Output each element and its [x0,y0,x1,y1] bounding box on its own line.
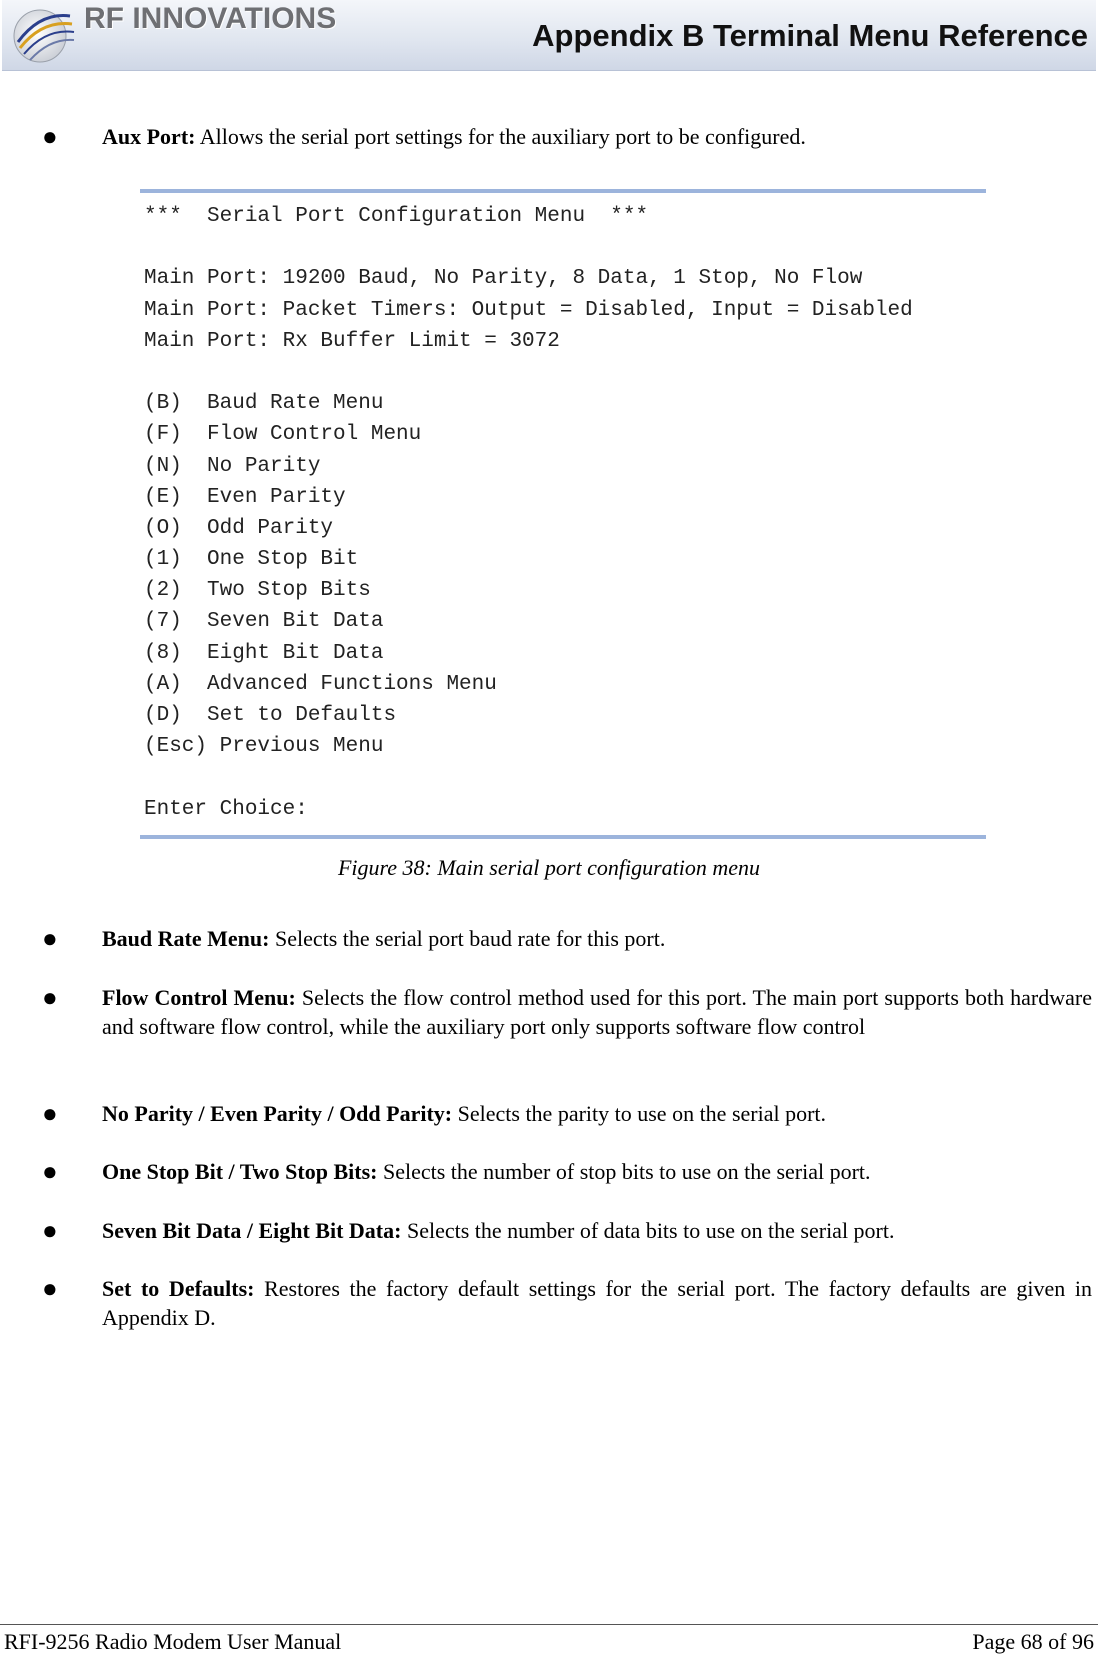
terminal-line: (7) Seven Bit Data [144,610,384,634]
terminal-line: (N) No Parity [144,454,321,478]
terminal-line: (B) Baud Rate Menu [144,392,384,416]
terminal-line: Enter Choice: [144,797,308,821]
terminal-line: *** Serial Port Configuration Menu *** [144,205,649,228]
bullet-icon: ● [42,1216,58,1245]
footer-page-number: Page 68 of 96 [972,1629,1094,1654]
terminal-line: (8) Eight Bit Data [144,641,384,665]
terminal-line: (A) Advanced Functions Menu [144,672,497,696]
terminal-line [144,232,913,263]
terminal-line: (D) Set to Defaults [144,704,397,727]
bullet-baud-rate [42,924,1092,953]
page-header [2,0,1096,71]
terminal-lines [144,201,913,825]
bullet-aux-port [42,122,1092,151]
terminal-line: (O) Odd Parity [144,516,334,540]
bullet-set-defaults [42,1274,1093,1332]
bullet-text: Restores the factory default settings for the serial port. The factory defaults are given in Appendix D. [102,1276,1093,1330]
terminal-line [144,357,913,388]
bullet-term: One Stop Bit / Two Stop Bits: [102,1159,378,1184]
logo-text: RF INNOVATIONS [84,2,337,35]
footer-manual-title: RFI-9256 Radio Modem User Manual [4,1629,342,1654]
bullet-text: Selects the parity to use on the serial port. [452,1101,827,1126]
bullet-term: No Parity / Even Parity / Odd Parity: [102,1101,453,1126]
bullet-icon: ● [42,983,58,1012]
bullet-icon: ● [42,1157,58,1186]
terminal-line: Main Port: 19200 Baud, No Parity, 8 Data, 1 Stop, No Flow [144,267,863,291]
terminal-line: (E) Even Parity [144,485,346,509]
terminal-line: Main Port: Packet Timers: Output = Disabled, Input = Disabled [144,298,913,322]
bullet-parity [42,1099,1092,1128]
terminal-line: (Esc) Previous Menu [144,735,384,759]
bullet-text: Allows the serial port settings for the auxiliary port to be configured. [195,124,806,149]
bullet-term: Set to Defaults: [102,1276,255,1301]
bullet-text: Selects the serial port baud rate for this port. [269,926,666,951]
bullet-stop-bits [42,1157,1092,1186]
bullet-term: Baud Rate Menu: [102,926,270,951]
terminal-line: Main Port: Rx Buffer Limit = 3072 [144,329,560,353]
bullet-icon: ● [42,122,58,151]
terminal-line: (2) Two Stop Bits [144,579,371,603]
bullet-term: Seven Bit Data / Eight Bit Data: [102,1218,402,1243]
bullet-icon: ● [42,1274,58,1303]
terminal-line: (F) Flow Control Menu [144,423,422,447]
header-title: Appendix B Terminal Menu Reference [532,18,1088,53]
rf-innovations-logo-icon [10,2,76,66]
bullet-text: Selects the number of data bits to use on the serial port. [401,1218,895,1243]
footer-divider [0,1624,1098,1625]
bullet-flow-control [42,983,1092,1041]
bullet-term: Flow Control Menu: [102,985,296,1010]
terminal-screen [140,189,986,839]
terminal-line: (1) One Stop Bit [144,548,359,572]
bullet-text: Selects the number of stop bits to use on the serial port. [377,1159,871,1184]
bullet-icon: ● [42,1099,58,1128]
bullet-text: Selects the flow control method used for this port. The main port supports both hardware and software flow control, while the auxiliary port only supports software flow control [102,985,1092,1039]
figure-caption: Figure 38: Main serial port configuration menu [337,855,761,880]
bullet-icon: ● [42,924,58,953]
bullet-data-bits [42,1216,1092,1245]
bullet-term: Aux Port: [102,124,196,149]
terminal-line [144,762,913,793]
